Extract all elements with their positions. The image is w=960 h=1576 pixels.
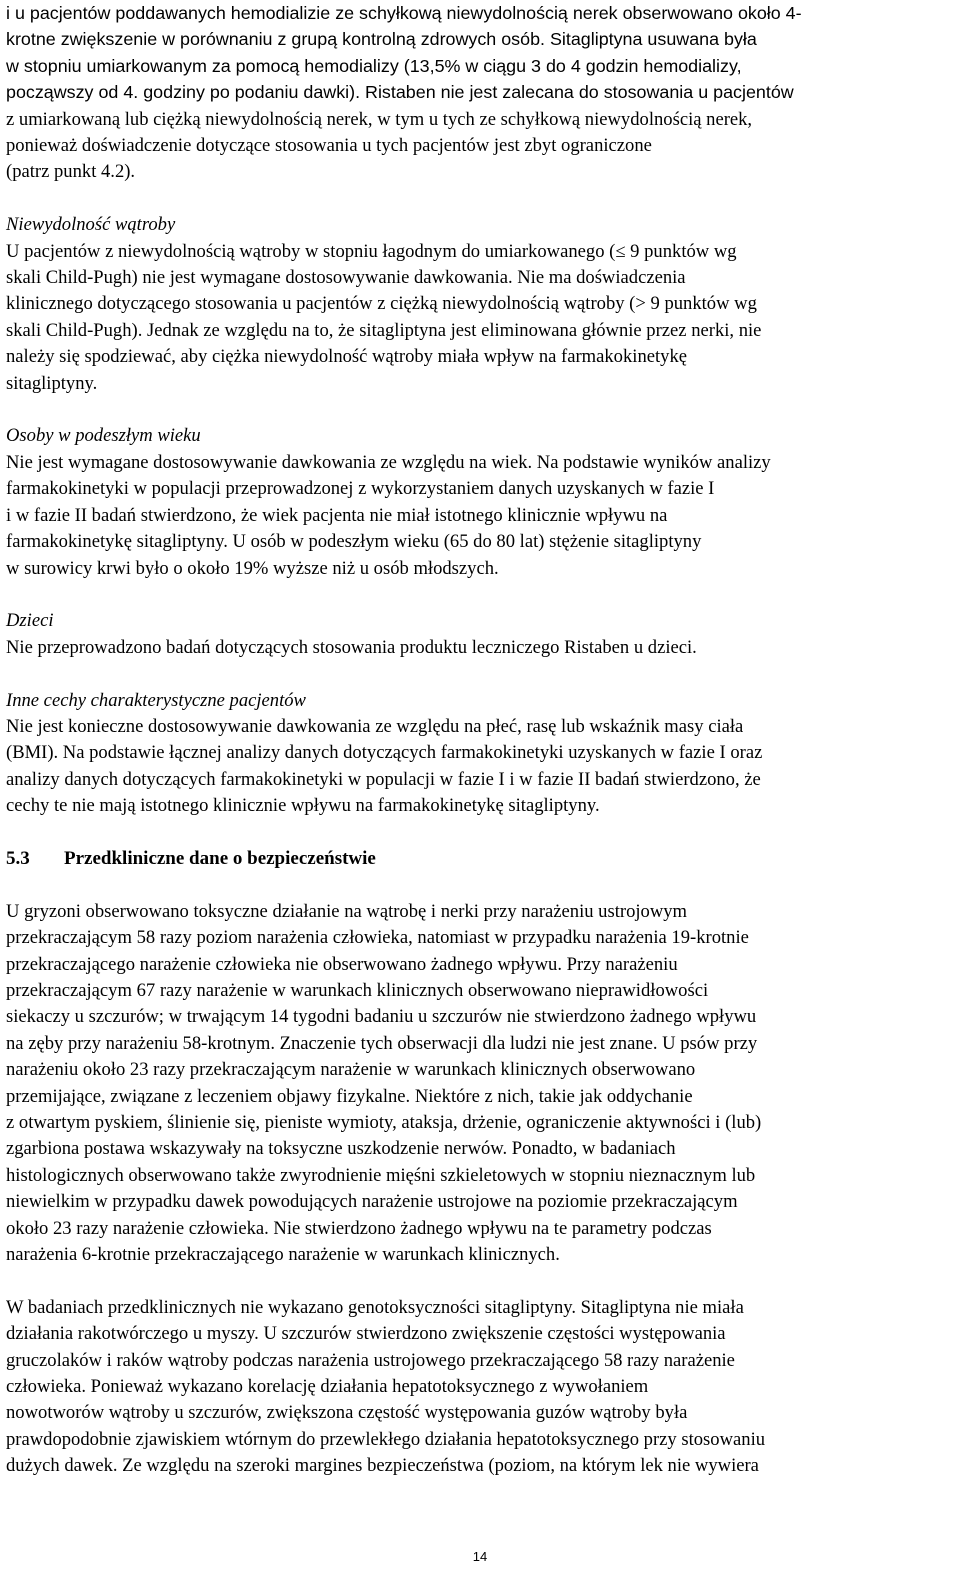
- text-line: W badaniach przedklinicznych nie wykazano genotoksyczności sitagliptyny. Sitagliptyna nie miała: [6, 1296, 744, 1318]
- spacer: [6, 820, 950, 846]
- text-line: z otwartym pyskiem, ślinienie się, pieniste wymioty, ataksja, drżenie, ograniczenie aktywności i (lub): [6, 1111, 762, 1133]
- preclinical-paragraph-2: [6, 1295, 950, 1480]
- subsection-heading: Dzieci: [6, 610, 54, 632]
- spacer: [6, 1268, 950, 1294]
- text-line: U gryzoni obserwowano toksyczne działanie na wątrobę i nerki przy narażeniu ustrojowym: [6, 900, 688, 922]
- text-line: należy się spodziewać, aby ciężka niewydolność wątroby miała wpływ na farmakokinetykę: [6, 346, 688, 368]
- text-line: gruczolaków i raków wątroby podczas narażenia ustrojowego przekraczającego 58 razy narażenie: [6, 1349, 735, 1371]
- text-line: farmakokinetykę sitagliptyny. U osób w podeszłym wieku (65 do 80 lat) stężenie sitagliptyny: [6, 531, 702, 553]
- text-line: około 23 razy narażenie człowieka. Nie stwierdzono żadnego wpływu na te parametry podczas: [6, 1217, 712, 1239]
- text-line: narażeniu około 23 razy przekraczającym narażenie w warunkach klinicznych obserwowano: [6, 1059, 696, 1081]
- other-characteristics-section: [6, 688, 950, 820]
- text-line: z umiarkowaną lub ciężką niewydolnością nerek, w tym u tych ze schyłkową niewydolnością nerek,: [6, 108, 753, 130]
- spacer: [6, 397, 950, 423]
- text-line: przekraczającego narażenie człowieka nie obserwowano żadnego wpływu. Przy narażeniu: [6, 953, 678, 975]
- section-title: Przedkliniczne dane o bezpieczeństwie: [64, 847, 376, 869]
- children-section: [6, 608, 950, 661]
- intro-paragraph: [6, 0, 950, 186]
- text-line: i u pacjentów poddawanych hemodializie ze schyłkową niewydolnością nerek obserwowano około 4-: [6, 3, 802, 23]
- spacer: [6, 186, 950, 212]
- text-line: skali Child-Pugh) nie jest wymagane dostosowywanie dawkowania. Nie ma doświadczenia: [6, 267, 686, 289]
- preclinical-paragraph-1: [6, 899, 950, 1269]
- text-line: skali Child-Pugh). Jednak ze względu na to, że sitagliptyna jest eliminowana głównie przez nerki, nie: [6, 319, 762, 341]
- liver-section: [6, 212, 950, 397]
- text-line: przemijające, związane z leczeniem objawy fizykalne. Niektóre z nich, takie jak oddychanie: [6, 1085, 693, 1107]
- text-line: dużych dawek. Ze względu na szeroki margines bezpieczeństwa (poziom, na którym lek nie wywiera: [6, 1455, 759, 1477]
- text-line: na zęby przy narażeniu 58-krotnym. Znaczenie tych obserwacji dla ludzi nie jest znane. U psów przy: [6, 1032, 758, 1054]
- text-line: sitagliptyny.: [6, 372, 98, 394]
- text-line: siekaczy u szczurów; w trwającym 14 tygodni badaniu u szczurów nie stwierdzono żadnego wpływu: [6, 1006, 757, 1028]
- text-line: i w fazie II badań stwierdzono, że wiek pacjenta nie miał istotnego klinicznie wpływu na: [6, 504, 668, 526]
- document-page: [6, 0, 950, 1480]
- text-line: zgarbiona postawa wskazywały na toksyczne uszkodzenie nerwów. Ponadto, w badaniach: [6, 1138, 676, 1160]
- text-line: w surowicy krwi było o około 19% wyższe niż u osób młodszych.: [6, 557, 499, 579]
- text-line: człowieka. Ponieważ wykazano korelację działania hepatotoksycznego z wywołaniem: [6, 1376, 649, 1398]
- text-fragment: Ristaben nie jest zalecana do stosowania u pacjentów: [360, 82, 794, 103]
- text-line: (patrz punkt 4.2).: [6, 161, 136, 183]
- subsection-heading: Inne cechy charakterystyczne pacjentów: [6, 689, 306, 711]
- text-line: w stopniu umiarkowanym za pomocą hemodializy (13,5% w ciągu 3 do 4 godzin hemodializy,: [6, 55, 742, 76]
- text-line: farmakokinetyki w populacji przeprowadzonej z wykorzystaniem danych uzyskanych w fazie I: [6, 478, 715, 500]
- text-line: działania rakotwórczego u myszy. U szczurów stwierdzono zwiększenie częstości występowania: [6, 1323, 726, 1345]
- text-line: histologicznych obserwowano także zwyrodnienie mięśni szkieletowych w stopniu nieznacznym lub: [6, 1164, 756, 1186]
- subsection-heading: Niewydolność wątroby: [6, 214, 176, 236]
- page-number: 14: [472, 1549, 488, 1564]
- text-line: krotne zwiększenie w porównaniu z grupą kontrolną zdrowych osób. Sitagliptyna usuwana była: [6, 29, 757, 50]
- text-line: U pacjentów z niewydolnością wątroby w stopniu łagodnym do umiarkowanego (≤ 9 punktów wg: [6, 240, 737, 262]
- text-line: cechy te nie mają istotnego klinicznie wpływu na farmakokinetykę sitagliptyny.: [6, 795, 600, 817]
- text-line: ponieważ doświadczenie dotyczące stosowania u tych pacjentów jest zbyt ograniczone: [6, 135, 652, 157]
- spacer: [6, 661, 950, 687]
- text-line: klinicznego dotyczącego stosowania u pacjentów z ciężką niewydolnością wątroby (> 9 punktów wg: [6, 293, 757, 315]
- elderly-section: [6, 423, 950, 581]
- text-line: niewielkim w przypadku dawek powodujących narażenie ustrojowe na poziomie przekraczającym: [6, 1191, 738, 1213]
- text-line: (BMI). Na podstawie łącznej analizy danych dotyczących farmakokinetyki uzyskanych w fazie I oraz: [6, 742, 763, 764]
- text-line: przekraczającym 58 razy poziom narażenia człowieka, natomiast w przypadku narażenia 19-krotnie: [6, 927, 749, 949]
- section-number: 5.3: [6, 847, 30, 869]
- text-line: przekraczającym 67 razy narażenie w warunkach klinicznych obserwowano nieprawidłowości: [6, 979, 709, 1001]
- text-line: Nie przeprowadzono badań dotyczących stosowania produktu leczniczego Ristaben u dzieci.: [6, 636, 697, 658]
- text-line: nowotworów wątroby u szczurów, zwiększona częstość występowania guzów wątroby była: [6, 1402, 688, 1424]
- text-line: Nie jest wymagane dostosowywanie dawkowania ze względu na wiek. Na podstawie wyników analizy: [6, 451, 771, 473]
- spacer: [6, 582, 950, 608]
- text-line: prawdopodobnie zjawiskiem wtórnym do przewlekłego działania hepatotoksycznego przy stosowaniu: [6, 1428, 766, 1450]
- subsection-heading: Osoby w podeszłym wieku: [6, 425, 201, 447]
- text-line: Nie jest konieczne dostosowywanie dawkowania ze względu na płeć, rasę lub wskaźnik masy ciała: [6, 715, 744, 737]
- text-line: [6, 79, 950, 106]
- text-line: analizy danych dotyczących farmakokinetyki w populacji w fazie I i w fazie II badań stwierdzono, że: [6, 768, 761, 790]
- spacer: [6, 872, 950, 898]
- text-fragment: począwszy od 4. godziny po podaniu dawki).: [6, 82, 361, 103]
- section-heading: [6, 846, 950, 872]
- text-line: narażenia 6-krotnie przekraczającego narażenie w warunkach klinicznych.: [6, 1244, 560, 1265]
